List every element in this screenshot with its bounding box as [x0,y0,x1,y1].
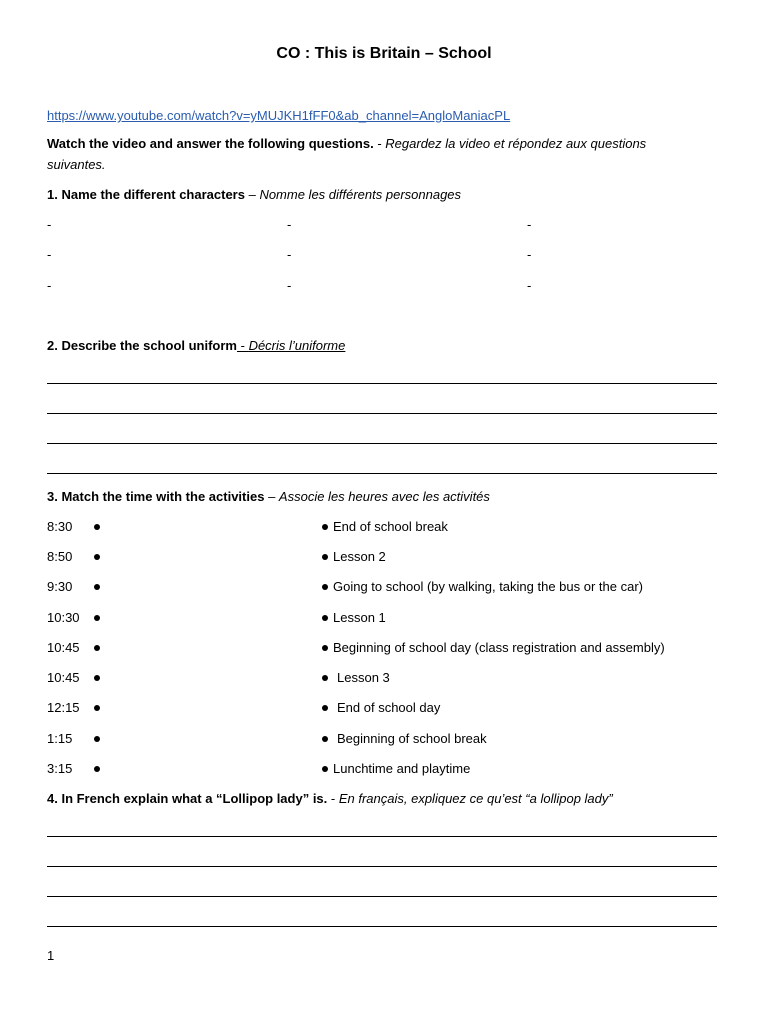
answer-line[interactable] [47,383,717,384]
answer-line[interactable] [47,473,717,474]
character-blank: - [527,247,532,262]
answer-line[interactable] [47,926,717,927]
question-3: 3. Match the time with the activities – Associe les heures avec les activités [47,489,490,504]
character-blank: - [287,217,292,232]
time-bullet[interactable] [94,736,100,742]
time-label: 10:30 [47,610,80,625]
question-2: 2. Describe the school uniform - Décris l’uniforme [47,338,346,353]
time-label: 12:15 [47,700,80,715]
answer-line[interactable] [47,896,717,897]
answer-line[interactable] [47,443,717,444]
time-bullet[interactable] [94,524,100,530]
character-blank: - [287,278,292,293]
activity-label: Lesson 2 [333,549,386,564]
time-label: 9:30 [47,579,73,594]
time-bullet[interactable] [94,615,100,621]
answer-line[interactable] [47,866,717,867]
time-bullet[interactable] [94,675,100,681]
activity-label: Going to school (by walking, taking the bus or the car) [333,579,643,594]
instructions-en: Watch the video and answer the following questions. [47,136,374,151]
time-label: 8:50 [47,549,73,564]
activity-bullet[interactable] [322,554,328,560]
activity-bullet[interactable] [322,615,328,621]
activity-label: Beginning of school day (class registration and assembly) [333,640,665,655]
activity-bullet[interactable] [322,705,328,711]
time-label: 3:15 [47,761,73,776]
activity-bullet[interactable] [322,675,328,681]
youtube-link[interactable]: https://www.youtube.com/watch?v=yMUJKH1fFF0&ab_channel=AngloManiacPL [47,108,511,123]
answer-line[interactable] [47,413,717,414]
activity-label: Lesson 3 [337,670,390,685]
instructions-cont: suivantes. [47,157,106,172]
question-4: 4. In French explain what a “Lollipop lady” is. - En français, expliquez ce qu’est “a lollipop lady” [47,791,613,806]
time-bullet[interactable] [94,766,100,772]
activity-bullet[interactable] [322,524,328,530]
time-bullet[interactable] [94,554,100,560]
activity-label: End of school break [333,519,448,534]
time-bullet[interactable] [94,584,100,590]
page-number: 1 [47,948,55,963]
character-blank: - [527,278,532,293]
character-blank: - [47,278,52,293]
activity-bullet[interactable] [322,645,328,651]
time-label: 8:30 [47,519,73,534]
time-bullet[interactable] [94,645,100,651]
character-blank: - [287,247,292,262]
character-blank: - [47,247,52,262]
instructions-fr: Regardez la video et répondez aux questions [385,136,647,151]
activity-label: Lunchtime and playtime [333,761,471,776]
time-label: 10:45 [47,640,80,655]
time-label: 10:45 [47,670,80,685]
answer-line[interactable] [47,836,717,837]
character-blank: - [527,217,532,232]
character-blank: - [47,217,52,232]
activity-label: End of school day [337,700,441,715]
time-bullet[interactable] [94,705,100,711]
instructions: Watch the video and answer the following questions. - Regardez la video et répondez aux questions [47,136,647,151]
activity-bullet[interactable] [322,766,328,772]
page-title: CO : This is Britain – School [276,45,492,62]
activity-label: Lesson 1 [333,610,386,625]
activity-bullet[interactable] [322,584,328,590]
question-1: 1. Name the different characters – Nomme les différents personnages [47,187,462,202]
activity-bullet[interactable] [322,736,328,742]
time-label: 1:15 [47,731,73,746]
activity-label: Beginning of school break [337,731,487,746]
